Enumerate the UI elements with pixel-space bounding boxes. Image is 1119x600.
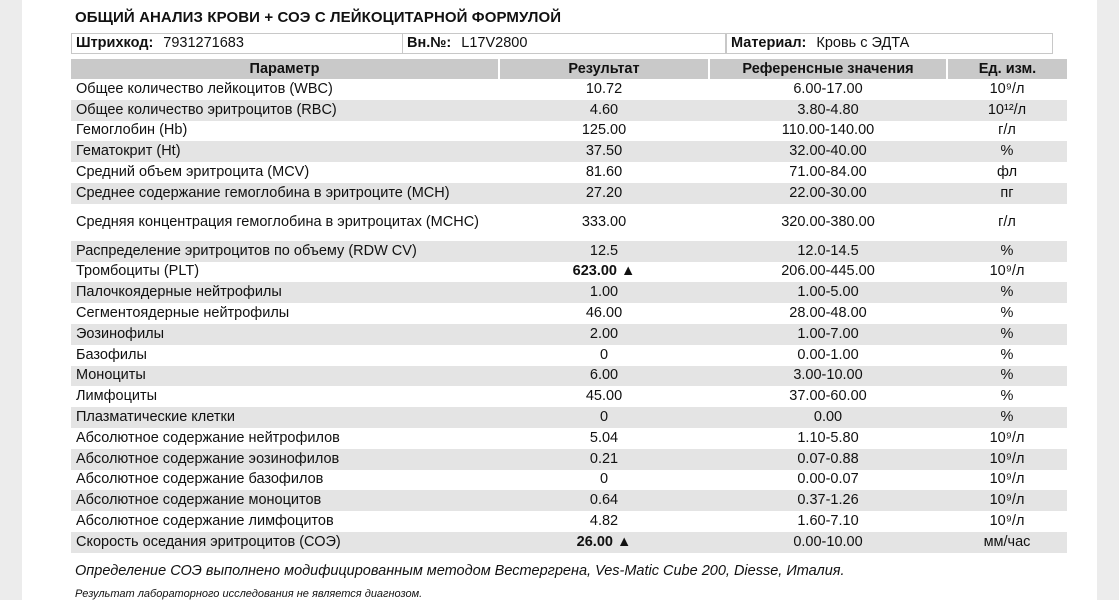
unit-cell: % [1000, 346, 1014, 363]
parameter-cell: Распределение эритроцитов по объему (RDW CV) [71, 241, 499, 262]
parameter-cell: Моноциты [71, 366, 499, 387]
result-cell: 46.00 [585, 305, 623, 322]
parameter-cell: Общее количество лейкоцитов (WBC) [76, 80, 333, 97]
result-cell: 0.64 [499, 490, 709, 511]
unit-cell: % [947, 241, 1067, 262]
reference-cell: 320.00-380.00 [781, 213, 875, 230]
table-row [71, 121, 1067, 142]
esr-method-note: Определение СОЭ выполнено модифицированным методом Вестергрена, Ves-Matic Cube 200, Diesse, Италия. [75, 563, 845, 579]
table-row [71, 241, 1067, 262]
unit-cell: 10⁹/л [989, 471, 1025, 488]
reference-cell: 37.00-60.00 [789, 388, 867, 405]
table-row [71, 532, 1067, 553]
unit-cell: 10⁹/л [989, 80, 1025, 97]
report-title: ОБЩИЙ АНАЛИЗ КРОВИ + СОЭ С ЛЕЙКОЦИТАРНОЙ ФОРМУЛОЙ [75, 9, 562, 26]
parameter-cell: Скорость оседания эритроцитов (СОЭ) [71, 532, 499, 553]
table-row [71, 183, 1067, 204]
unit-cell: % [1000, 305, 1014, 322]
parameter-cell: Средний объем эритроцита (MCV) [76, 164, 310, 181]
result-cell: 6.00 [499, 366, 709, 387]
reference-cell: 22.00-30.00 [709, 183, 947, 204]
header-result: Результат [499, 59, 709, 79]
unit-cell: % [947, 366, 1067, 387]
reference-cell: 1.60-7.10 [797, 513, 859, 530]
table-row [71, 490, 1067, 511]
table-row [71, 100, 1067, 121]
unit-cell: % [947, 324, 1067, 345]
parameter-cell: Гематокрит (Ht) [71, 141, 499, 162]
result-cell: 26.00 ▲ [499, 532, 709, 553]
unit-cell: мм/час [947, 532, 1067, 553]
parameter-cell: Среднее содержание гемоглобина в эритроците (MCH) [71, 183, 499, 204]
parameter-cell: Сегментоядерные нейтрофилы [76, 305, 290, 322]
parameter-cell: Лимфоциты [76, 388, 158, 405]
unit-cell: г/л [998, 122, 1016, 139]
reference-cell: 32.00-40.00 [709, 141, 947, 162]
unit-cell: 10⁹/л [947, 490, 1067, 511]
result-cell: 4.60 [499, 100, 709, 121]
result-cell: 2.00 [499, 324, 709, 345]
parameter-cell: Средняя концентрация гемоглобина в эритроцитах (MCHC) [76, 213, 479, 230]
parameter-cell: Абсолютное содержание моноцитов [71, 490, 499, 511]
unit-cell: 10⁹/л [947, 449, 1067, 470]
result-cell: 5.04 [589, 429, 619, 446]
internal-number-field [402, 33, 726, 54]
reference-cell: 28.00-48.00 [789, 305, 867, 322]
parameter-cell: Абсолютное содержание лимфоцитов [76, 513, 334, 530]
internal-number-value: L17V2800 [461, 35, 528, 51]
unit-cell: 10⁹/л [989, 263, 1025, 280]
table-row [71, 345, 1067, 366]
table-row [71, 141, 1067, 162]
table-row [71, 162, 1067, 183]
parameter-cell: Тромбоциты (PLT) [76, 263, 200, 280]
result-cell: 27.20 [499, 183, 709, 204]
reference-cell: 1.10-5.80 [797, 429, 859, 446]
parameter-cell: Абсолютное содержание эозинофилов [71, 449, 499, 470]
barcode-field [71, 33, 403, 54]
table-row [71, 262, 1067, 283]
reference-cell: 6.00-17.00 [793, 80, 863, 97]
unit-cell: пг [947, 183, 1067, 204]
material-field [726, 33, 1053, 54]
material-label: Материал: [731, 35, 807, 51]
table-row [71, 386, 1067, 407]
table-row [71, 428, 1067, 449]
reference-cell: 0.00-0.07 [797, 471, 859, 488]
reference-cell: 3.80-4.80 [709, 100, 947, 121]
table-row [71, 79, 1067, 100]
header-parameter: Параметр [71, 59, 499, 79]
result-cell: 1.00 [499, 282, 709, 303]
reference-cell: 0.00 [709, 407, 947, 428]
reference-cell: 0.37-1.26 [709, 490, 947, 511]
result-cell: 333.00 [581, 213, 627, 230]
unit-cell: г/л [998, 213, 1016, 230]
results-table [71, 59, 1067, 553]
result-cell: 81.60 [585, 164, 623, 181]
barcode-value: 7931271683 [163, 35, 244, 51]
unit-cell: 10⁹/л [989, 429, 1025, 446]
result-cell: 12.5 [499, 241, 709, 262]
table-row [71, 511, 1067, 532]
material-value: Кровь с ЭДТА [816, 35, 910, 51]
result-cell: 0 [599, 471, 609, 488]
unit-cell: % [947, 407, 1067, 428]
table-row [71, 449, 1067, 470]
parameter-cell: Палочкоядерные нейтрофилы [71, 282, 499, 303]
disclaimer: Результат лабораторного исследования не является диагнозом. [75, 588, 423, 600]
table-row [71, 303, 1067, 324]
parameter-cell: Эозинофилы [71, 324, 499, 345]
parameter-cell: Плазматические клетки [71, 407, 499, 428]
unit-cell: 10⁹/л [989, 513, 1025, 530]
reference-cell: 3.00-10.00 [709, 366, 947, 387]
report-sheet [22, 0, 1097, 600]
table-row [71, 324, 1067, 345]
reference-cell: 110.00-140.00 [781, 122, 875, 139]
unit-cell: 10¹²/л [947, 100, 1067, 121]
reference-cell: 1.00-7.00 [709, 324, 947, 345]
unit-cell: % [1000, 388, 1014, 405]
reference-cell: 71.00-84.00 [789, 164, 867, 181]
results-header-row [71, 59, 1067, 79]
table-row [71, 366, 1067, 387]
unit-cell: фл [996, 164, 1018, 181]
reference-cell: 0.00-1.00 [797, 346, 859, 363]
parameter-cell: Базофилы [76, 346, 147, 363]
internal-number-label: Вн.№: [407, 35, 452, 51]
result-cell: 125.00 [581, 122, 627, 139]
table-row [71, 470, 1067, 491]
result-cell: 0 [599, 346, 609, 363]
parameter-cell: Абсолютное содержание базофилов [76, 471, 324, 488]
result-cell: 4.82 [589, 513, 619, 530]
reference-cell: 206.00-445.00 [781, 263, 875, 280]
parameter-cell: Абсолютное содержание нейтрофилов [76, 429, 340, 446]
result-cell: 10.72 [585, 80, 623, 97]
header-unit: Ед. изм. [947, 59, 1067, 79]
table-row [71, 407, 1067, 428]
reference-cell: 0.00-10.00 [709, 532, 947, 553]
header-reference: Референсные значения [709, 59, 947, 79]
parameter-cell: Общее количество эритроцитов (RBC) [71, 100, 499, 121]
table-row [71, 282, 1067, 303]
reference-cell: 12.0-14.5 [709, 241, 947, 262]
reference-cell: 0.07-0.88 [709, 449, 947, 470]
result-cell: 37.50 [499, 141, 709, 162]
result-cell: 623.00 ▲ [572, 263, 636, 280]
table-row [71, 204, 1067, 241]
barcode-label: Штрихкод: [76, 35, 154, 51]
meta-row [22, 33, 1097, 54]
unit-cell: % [947, 141, 1067, 162]
result-cell: 0.21 [499, 449, 709, 470]
result-cell: 0 [499, 407, 709, 428]
reference-cell: 1.00-5.00 [709, 282, 947, 303]
result-cell: 45.00 [585, 388, 623, 405]
unit-cell: % [947, 282, 1067, 303]
parameter-cell: Гемоглобин (Hb) [76, 122, 188, 139]
